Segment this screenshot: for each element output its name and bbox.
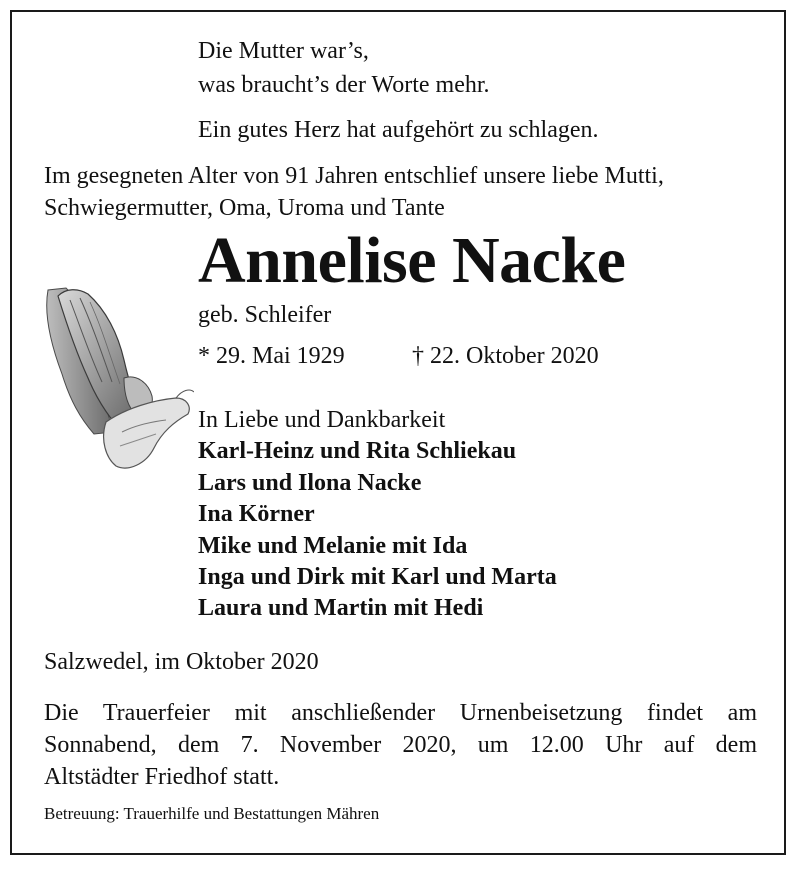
mourner-name: Inga und Dirk mit Karl und Marta xyxy=(198,564,557,590)
place-date: Salzwedel, im Oktober 2020 xyxy=(44,649,319,675)
mourners-heading: In Liebe und Dankbarkeit xyxy=(198,407,446,433)
intro-line-1: Im gesegneten Alter von 91 Jahren entschlief unsere liebe Mutti, xyxy=(44,163,664,189)
verse-line-3: Ein gutes Herz hat aufgehört zu schlagen. xyxy=(198,117,599,143)
funeral-line-2: Sonnabend, dem 7. November 2020, um 12.00 Uhr auf dem xyxy=(44,732,757,758)
verse-line-2: was braucht’s der Worte mehr. xyxy=(198,72,490,98)
intro-line-2: Schwiegermutter, Oma, Uroma und Tante xyxy=(44,195,445,221)
mourner-name: Lars und Ilona Nacke xyxy=(198,470,422,496)
funeral-notice xyxy=(44,697,757,793)
funeral-line-1: Die Trauerfeier mit anschließender Urnenbeisetzung findet am xyxy=(44,700,757,726)
maiden-name: geb. Schleifer xyxy=(198,302,332,328)
birth-date: * 29. Mai 1929 xyxy=(198,343,345,369)
death-date: † 22. Oktober 2020 xyxy=(412,343,599,369)
mourner-name: Ina Körner xyxy=(198,501,315,527)
verse-line-1: Die Mutter war’s, xyxy=(198,38,369,64)
mourner-name: Karl-Heinz und Rita Schliekau xyxy=(198,438,517,464)
praying-hands-icon xyxy=(36,282,194,474)
mourner-name: Laura und Martin mit Hedi xyxy=(198,595,484,621)
funeral-line-3: Altstädter Friedhof statt. xyxy=(44,764,280,790)
mourner-name: Mike und Melanie mit Ida xyxy=(198,533,468,559)
funeral-home-credit: Betreuung: Trauerhilfe und Bestattungen Mähren xyxy=(44,804,380,823)
deceased-name: Annelise Nacke xyxy=(198,224,626,297)
